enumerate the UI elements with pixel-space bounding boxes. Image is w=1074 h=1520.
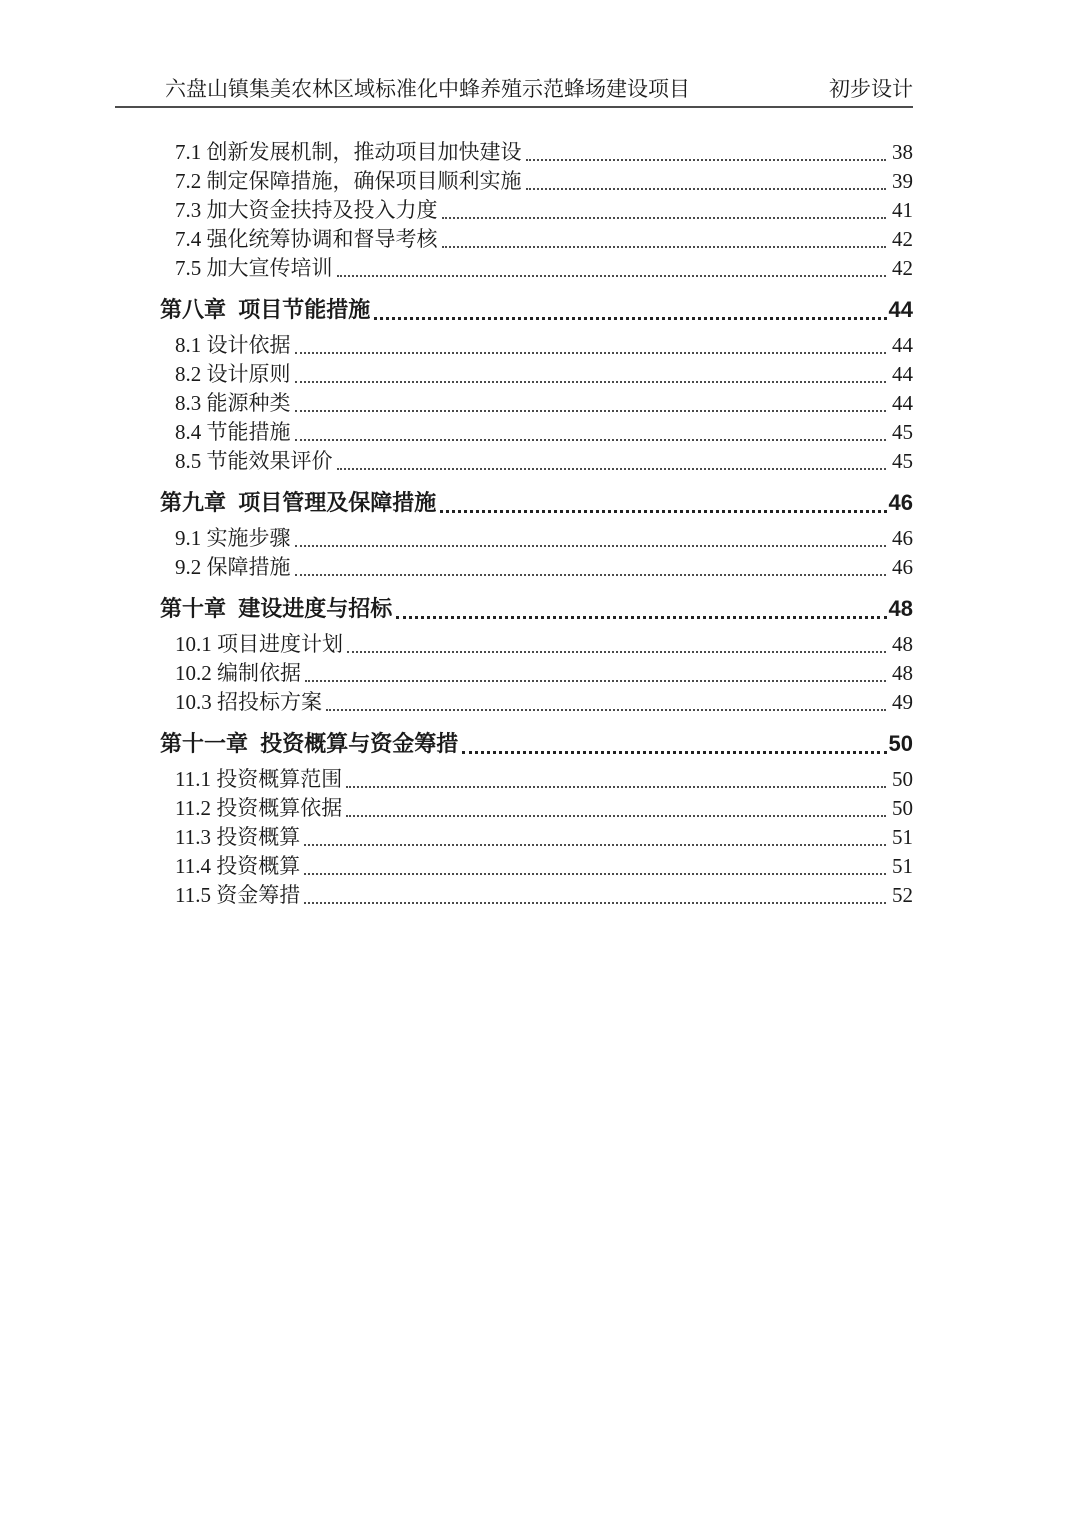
toc-entry[interactable] — [115, 488, 913, 518]
toc-entry-label: 8.5 节能效果评价 — [175, 449, 333, 473]
toc-dot-leader — [526, 188, 887, 190]
toc-entry-page: 46 — [892, 526, 913, 550]
toc-dot-leader — [337, 275, 887, 277]
toc-dot-leader — [304, 873, 886, 875]
toc-entry[interactable] — [115, 360, 913, 389]
toc-entry[interactable] — [115, 295, 913, 325]
toc-entry-label: 10.2 编制依据 — [175, 661, 301, 685]
toc-entry-page: 39 — [892, 169, 913, 193]
page-header — [115, 76, 913, 102]
toc-entry-label: 7.3 加大资金扶持及投入力度 — [175, 198, 438, 222]
header-project-title: 六盘山镇集美农林区域标准化中蜂养殖示范蜂场建设项目 — [165, 77, 690, 101]
toc-entry[interactable] — [115, 389, 913, 418]
toc-entry[interactable] — [115, 765, 913, 794]
toc-entry-page: 51 — [892, 854, 913, 878]
toc-dot-leader — [442, 246, 887, 248]
toc-entry-label: 第九章 项目管理及保障措施 — [160, 490, 437, 515]
toc-entry-page: 44 — [892, 362, 913, 386]
toc-entry-label: 8.3 能源种类 — [175, 391, 291, 415]
toc-entry-label: 11.4 投资概算 — [175, 854, 301, 878]
toc-entry-page: 48 — [892, 632, 913, 656]
toc-entry-label: 9.2 保障措施 — [175, 555, 291, 579]
toc-entry-label: 8.2 设计原则 — [175, 362, 291, 386]
toc-entry[interactable] — [115, 881, 913, 910]
toc-entry-page: 52 — [892, 883, 913, 907]
toc-entry-label: 11.2 投资概算依据 — [175, 796, 343, 820]
toc-dot-leader — [304, 844, 886, 846]
toc-dot-leader — [462, 751, 886, 754]
toc-entry[interactable] — [115, 331, 913, 360]
toc-entry-label: 第十章 建设进度与招标 — [160, 596, 393, 621]
toc-entry-page: 50 — [888, 731, 913, 756]
toc-dot-leader — [295, 574, 887, 576]
toc-entry-page: 45 — [892, 449, 913, 473]
toc-entry-label: 8.4 节能措施 — [175, 420, 291, 444]
toc-entry[interactable] — [115, 553, 913, 582]
toc-dot-leader — [396, 616, 886, 619]
toc-entry-label: 9.1 实施步骤 — [175, 526, 291, 550]
toc-entry-label: 11.5 资金筹措 — [175, 883, 301, 907]
toc-entry-page: 50 — [892, 767, 913, 791]
toc-entry-label: 8.1 设计依据 — [175, 333, 291, 357]
toc-entry[interactable] — [115, 225, 913, 254]
toc-entry[interactable] — [115, 418, 913, 447]
toc-entry[interactable] — [115, 794, 913, 823]
toc-entry-page: 48 — [888, 596, 913, 621]
toc-entry-page: 45 — [892, 420, 913, 444]
toc-entry-label: 7.1 创新发展机制，推动项目加快建设 — [175, 140, 522, 164]
toc-entry-page: 49 — [892, 690, 913, 714]
toc-entry[interactable] — [115, 852, 913, 881]
toc-entry-label: 11.3 投资概算 — [175, 825, 301, 849]
toc-entry-page: 42 — [892, 256, 913, 280]
toc-dot-leader — [295, 352, 887, 354]
toc-entry-page: 38 — [892, 140, 913, 164]
toc-entry-page: 46 — [892, 555, 913, 579]
toc-entry[interactable] — [115, 196, 913, 225]
toc-entry-page: 44 — [892, 333, 913, 357]
toc-entry-page: 42 — [892, 227, 913, 251]
header-rule — [115, 106, 913, 108]
toc-entry[interactable] — [115, 167, 913, 196]
toc-dot-leader — [346, 786, 886, 788]
toc-entry-label: 7.4 强化统筹协调和督导考核 — [175, 227, 438, 251]
page-content — [115, 76, 913, 910]
toc-entry[interactable] — [115, 447, 913, 476]
toc-entry[interactable] — [115, 729, 913, 759]
toc-dot-leader — [374, 317, 886, 320]
toc-dot-leader — [305, 680, 886, 682]
toc-entry-page: 44 — [888, 297, 913, 322]
toc-entry-page: 51 — [892, 825, 913, 849]
toc-dot-leader — [295, 381, 887, 383]
toc-entry[interactable] — [115, 688, 913, 717]
toc-entry-page: 50 — [892, 796, 913, 820]
toc-dot-leader — [442, 217, 887, 219]
toc-entry[interactable] — [115, 138, 913, 167]
toc-dot-leader — [295, 545, 887, 547]
toc-dot-leader — [326, 709, 886, 711]
toc-dot-leader — [295, 439, 887, 441]
toc-dot-leader — [295, 410, 887, 412]
toc-entry-label: 7.5 加大宣传培训 — [175, 256, 333, 280]
toc-dot-leader — [526, 159, 887, 161]
toc-entry-label: 第八章 项目节能措施 — [160, 297, 371, 322]
toc-dot-leader — [346, 815, 886, 817]
table-of-contents — [115, 138, 913, 910]
toc-entry[interactable] — [115, 594, 913, 624]
toc-entry-page: 48 — [892, 661, 913, 685]
toc-entry-page: 46 — [888, 490, 913, 515]
toc-entry[interactable] — [115, 524, 913, 553]
toc-entry[interactable] — [115, 659, 913, 688]
toc-entry[interactable] — [115, 254, 913, 283]
toc-entry-page: 41 — [892, 198, 913, 222]
toc-entry[interactable] — [115, 823, 913, 852]
toc-dot-leader — [304, 902, 886, 904]
toc-entry-page: 44 — [892, 391, 913, 415]
toc-dot-leader — [347, 651, 886, 653]
toc-entry-label: 第十一章 投资概算与资金筹措 — [160, 731, 459, 756]
toc-entry[interactable] — [115, 630, 913, 659]
toc-entry-label: 10.3 招投标方案 — [175, 690, 322, 714]
toc-entry-label: 11.1 投资概算范围 — [175, 767, 343, 791]
toc-dot-leader — [440, 510, 886, 513]
toc-entry-label: 7.2 制定保障措施，确保项目顺利实施 — [175, 169, 522, 193]
toc-dot-leader — [337, 468, 887, 470]
header-doc-type: 初步设计 — [829, 77, 913, 101]
toc-entry-label: 10.1 项目进度计划 — [175, 632, 343, 656]
